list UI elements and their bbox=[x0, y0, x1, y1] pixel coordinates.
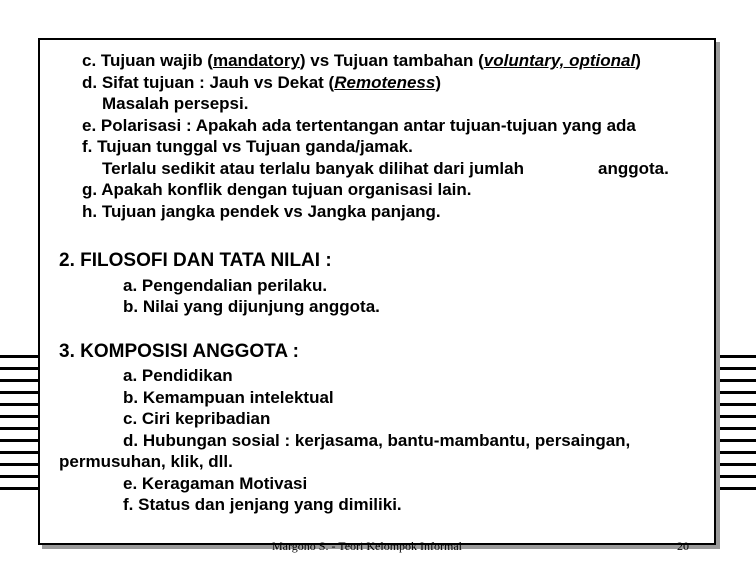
item-f-sub: Terlalu sedikit atau terlalu banyak dilihat dari jumlah bbox=[102, 159, 524, 178]
item-d-text-2: ) bbox=[435, 73, 441, 92]
section-3-item-c: c. Ciri kepribadian bbox=[123, 409, 271, 428]
section-3-item-d: d. Hubungan sosial : kerjasama, bantu-mambantu, persaingan, bbox=[123, 431, 631, 450]
section-3-item-d-cont: permusuhan, klik, dll. bbox=[59, 452, 233, 471]
section-2-heading: 2. FILOSOFI DAN TATA NILAI : bbox=[59, 250, 332, 271]
item-d bbox=[82, 74, 441, 91]
decorative-stripes-left bbox=[0, 355, 40, 491]
item-c-text-1: c. Tujuan wajib ( bbox=[82, 51, 213, 70]
section-3-heading: 3. KOMPOSISI ANGGOTA : bbox=[59, 341, 299, 362]
item-c-mandatory: mandatory bbox=[212, 51, 300, 70]
section-3-item-f: f. Status dan jenjang yang dimiliki. bbox=[123, 495, 402, 514]
section-2-item-a: a. Pengendalian perilaku. bbox=[123, 276, 328, 295]
item-d-text-1: d. Sifat tujuan : Jauh vs Dekat ( bbox=[82, 73, 335, 92]
section-3-item-a: a. Pendidikan bbox=[123, 366, 233, 385]
item-c-text-2: ) vs Tujuan tambahan ( bbox=[299, 51, 484, 70]
item-d-remoteness: Remoteness bbox=[334, 73, 436, 92]
item-c bbox=[82, 52, 641, 69]
section-3-item-b: b. Kemampuan intelektual bbox=[123, 388, 334, 407]
item-d-sub: Masalah persepsi. bbox=[102, 94, 249, 113]
item-c-voluntary: voluntary, optional bbox=[483, 51, 636, 70]
item-h: h. Tujuan jangka pendek vs Jangka panjang. bbox=[82, 202, 441, 221]
section-2-item-b: b. Nilai yang dijunjung anggota. bbox=[123, 297, 380, 316]
footer-text: Margono S. - Teori Kelompok Informal bbox=[272, 539, 463, 553]
section-3-item-e: e. Keragaman Motivasi bbox=[123, 474, 308, 493]
item-c-text-3: ) bbox=[635, 51, 641, 70]
item-e: e. Polarisasi : Apakah ada tertentangan antar tujuan-tujuan yang ada bbox=[82, 116, 636, 135]
item-f: f. Tujuan tunggal vs Tujuan ganda/jamak. bbox=[82, 137, 413, 156]
item-g: g. Apakah konflik dengan tujuan organisasi lain. bbox=[82, 180, 472, 199]
page-number: 20 bbox=[677, 539, 689, 553]
item-f-sub-end: anggota. bbox=[598, 159, 669, 178]
decorative-stripes-right bbox=[718, 355, 756, 491]
